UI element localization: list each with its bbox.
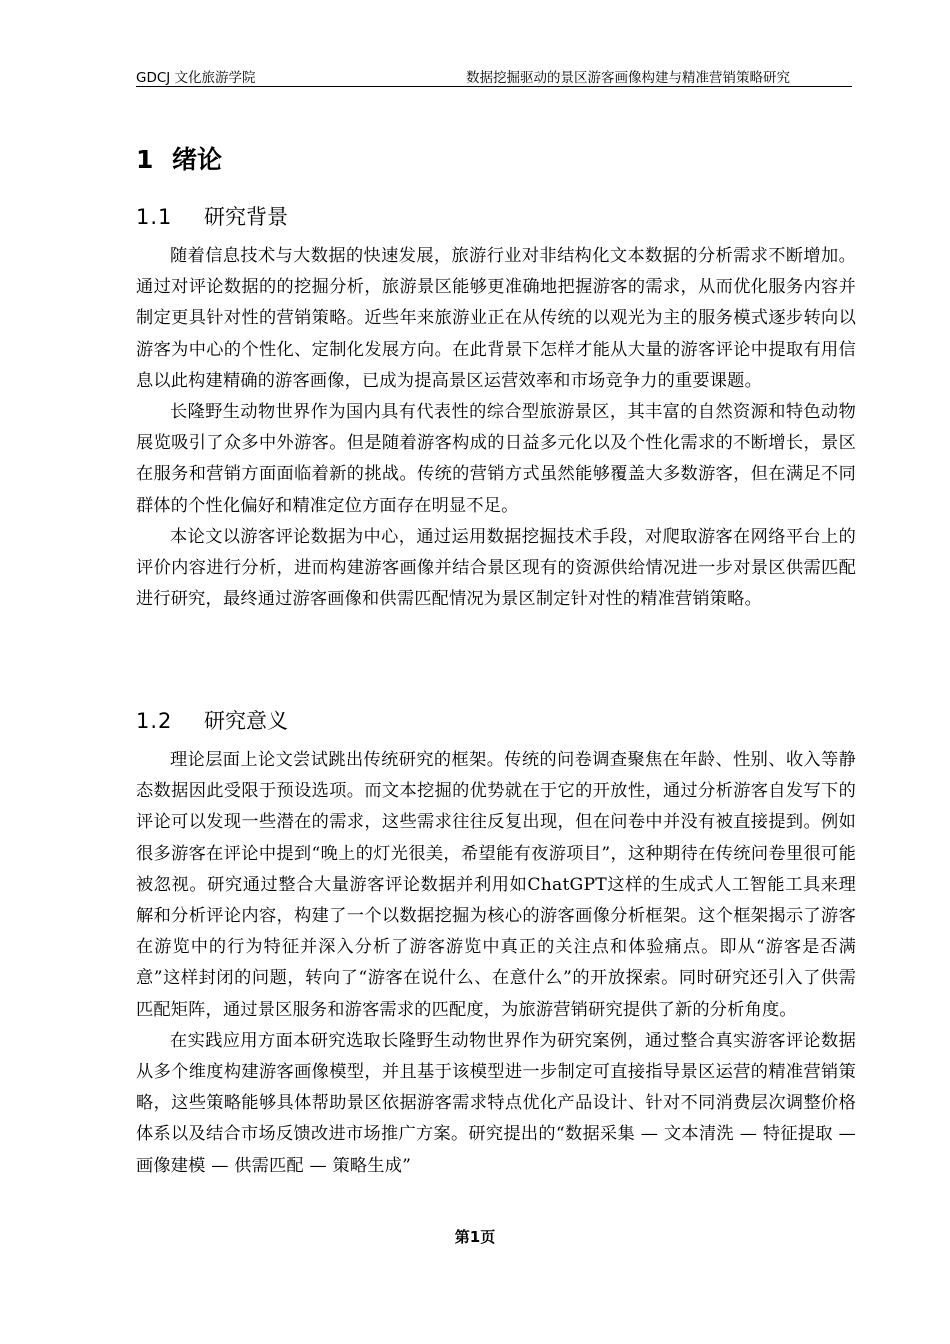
paragraph: 本论文以游客评论数据为中心，通过运用数据挖掘技术手段，对爬取游客在网络平台上的评价内容进行分析，进而构建游客画像并结合景区现有的资源供给情况进一步对景区供需匹配进行研究，最终通过游客画像和供需匹配情况为景区制定针对性的精准营销策略。 — [136, 526, 856, 610]
chapter-title: 绪论 — [172, 145, 223, 174]
chapter-heading — [136, 140, 222, 176]
section-heading-background — [136, 201, 288, 231]
section-number: 1.2 — [136, 709, 173, 733]
section-number: 1.1 — [136, 205, 173, 229]
page-number: 第1页 — [454, 1228, 496, 1246]
section-title: 研究背景 — [204, 205, 288, 229]
page-header — [136, 64, 852, 87]
paragraph: 在实践应用方面本研究选取长隆野生动物世界作为研究案例，通过整合真实游客评论数据从多个维度构建游客画像模型，并且基于该模型进一步制定可直接指导景区运营的精准营销策略，这些策略能够具体帮助景区依据游客需求特点优化产品设计、针对不同消费层次调整价格体系以及结合市场反馈改进市场推广方案。研究提出的“数据采集 — 文本清洗 — 特征提取 — 画像建模 — 供需匹配 — 策略生成” — [136, 1030, 856, 1176]
section-body-significance — [136, 745, 856, 1182]
chapter-number: 1 — [136, 145, 154, 174]
paragraph: 长隆野生动物世界作为国内具有代表性的综合型旅游景区，其丰富的自然资源和特色动物展览吸引了众多中外游客。但是随着游客构成的日益多元化以及个性化需求的不断增长，景区在服务和营销方面面临着新的挑战。传统的营销方式虽然能够覆盖大多数游客，但在满足不同群体的个性化偏好和精准定位方面存在明显不足。 — [136, 402, 856, 516]
paragraph: 理论层面上论文尝试跳出传统研究的框架。传统的问卷调查聚焦在年龄、性别、收入等静态数据因此受限于预设选项。而文本挖掘的优势就在于它的开放性，通过分析游客自发写下的评论可以发现一些潜在的需求，这些需求往往反复出现，但在问卷中并没有被直接提到。例如很多游客在评论中提到“晚上的灯光很美，希望能有夜游项目”，这种期待在传统问卷里很可能被忽视。研究通过整合大量游客评论数据并利用如ChatGPT这样的生成式人工智能工具来理解和分析评论内容，构建了一个以数据挖掘为核心的游客画像分析框架。这个框架揭示了游客在游览中的行为特征并深入分析了游客游览中真正的关注点和体验痛点。即从“游客是否满意”这样封闭的问题，转向了“游客在说什么、在意什么”的开放探索。同时研究还引入了供需匹配矩阵，通过景区服务和游客需求的匹配度，为旅游营销研究提供了新的分析角度。 — [136, 750, 856, 1020]
section-title: 研究意义 — [204, 709, 288, 733]
header-thesis-title: 数据挖掘驱动的景区游客画像构建与精准营销策略研究 — [466, 70, 790, 86]
section-body-background — [136, 241, 856, 615]
paragraph: 随着信息技术与大数据的快速发展，旅游行业对非结构化文本数据的分析需求不断增加。通过对评论数据的的挖掘分析，旅游景区能够更准确地把握游客的需求，从而优化服务内容并制定更具针对性的营销策略。近些年来旅游业正在从传统的以观光为主的服务模式逐步转向以游客为中心的个性化、定制化发展方向。在此背景下怎样才能从大量的游客评论中提取有用信息以此构建精确的游客画像，已成为提高景区运营效率和市场竞争力的重要课题。 — [136, 246, 856, 391]
section-heading-significance — [136, 705, 288, 735]
header-institution: GDCJ 文化旅游学院 — [136, 70, 256, 86]
